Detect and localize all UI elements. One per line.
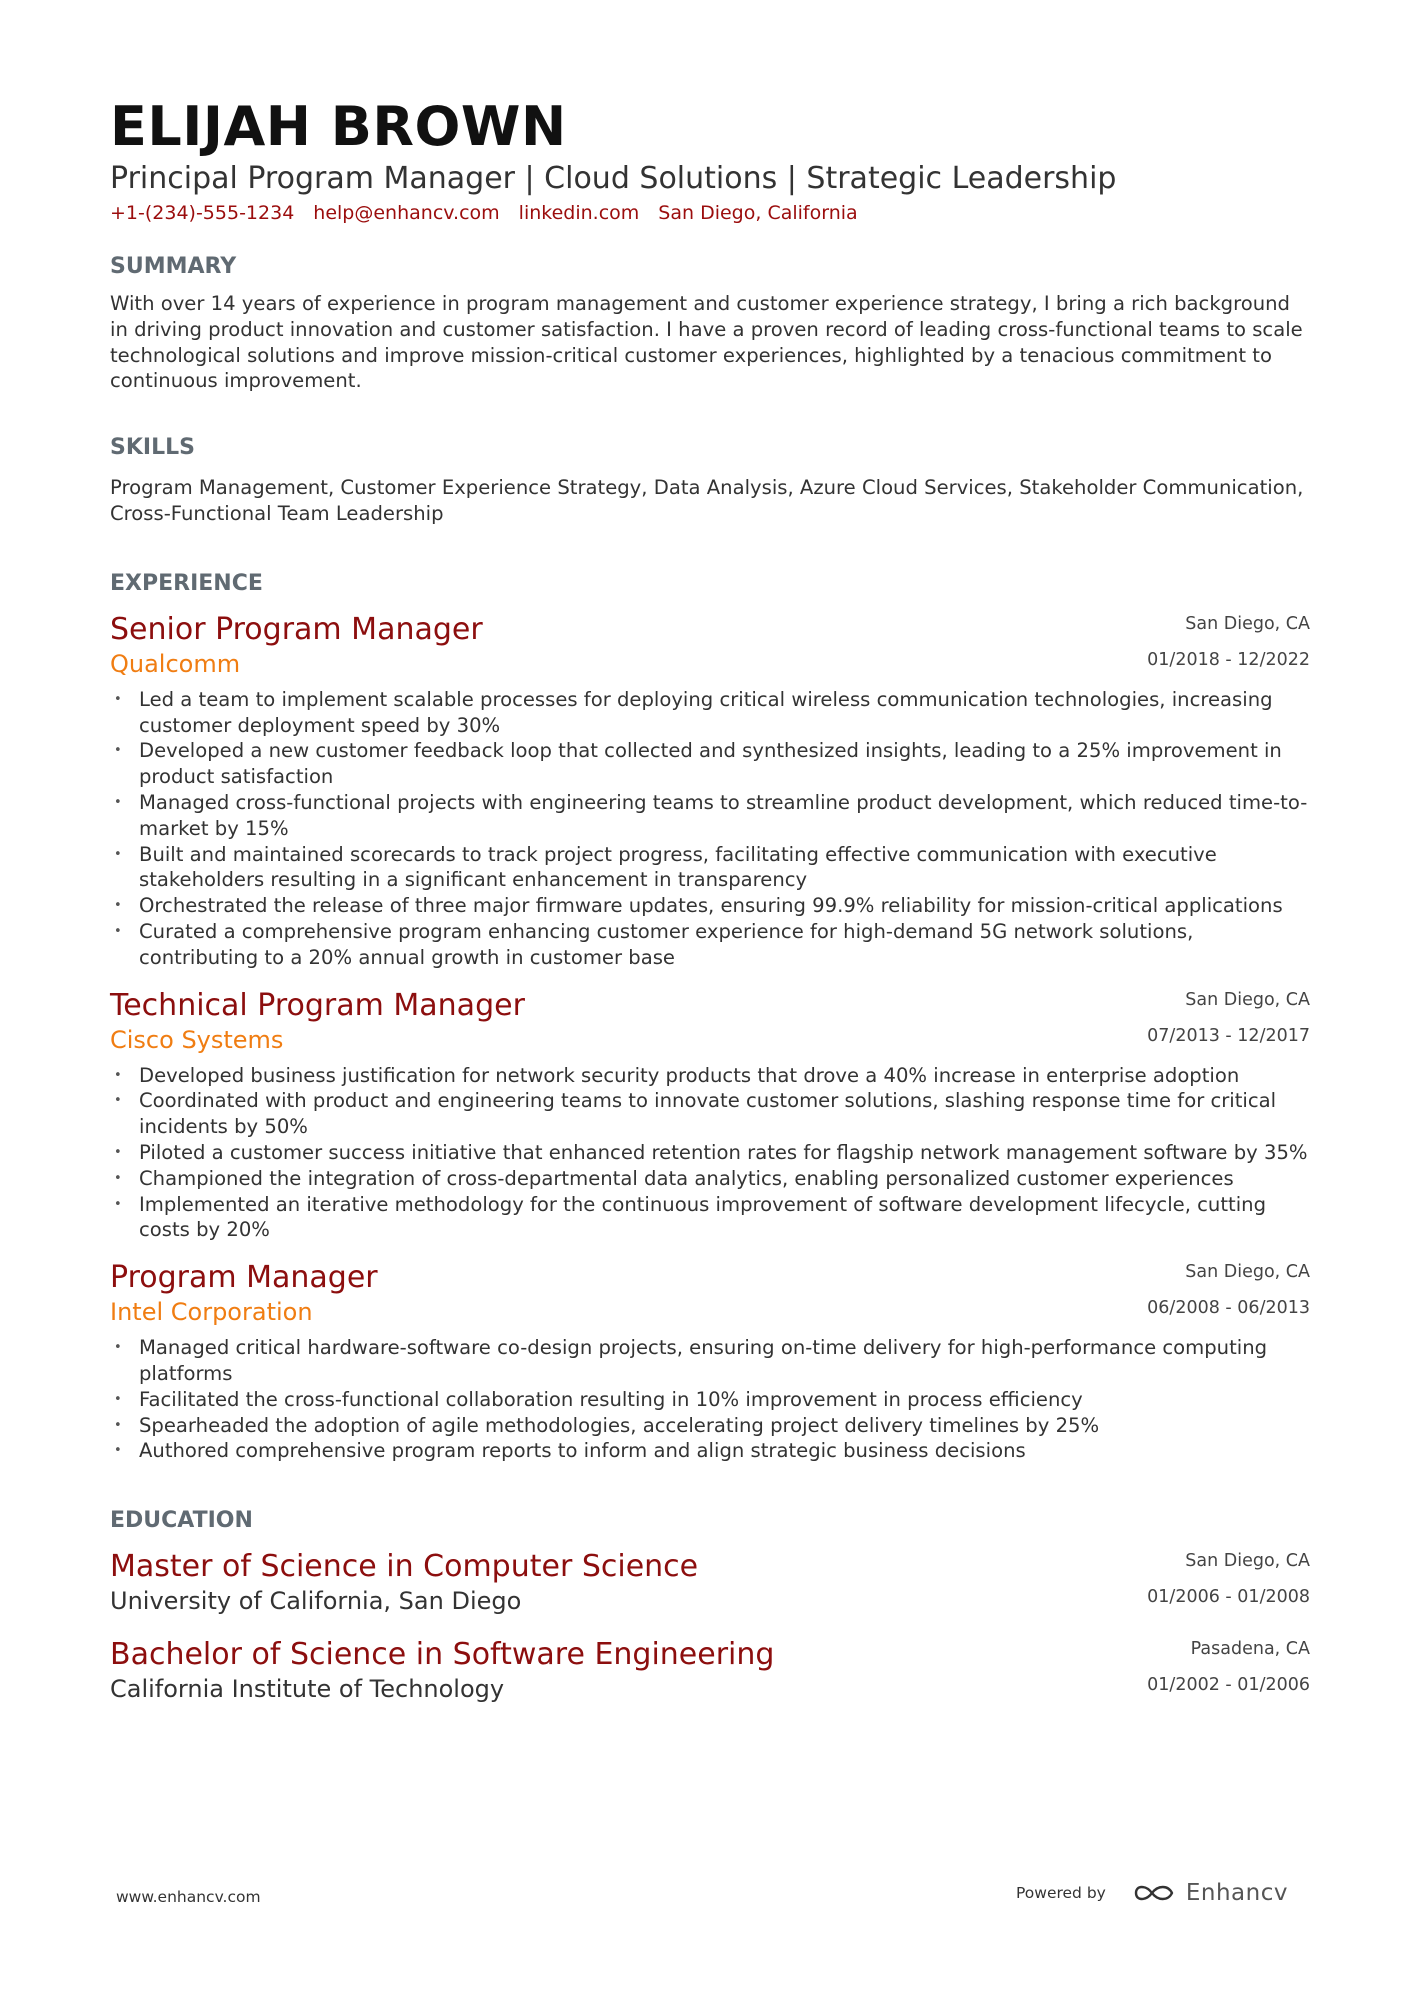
job-location: San Diego, CA — [1185, 613, 1310, 634]
education-location: San Diego, CA — [1185, 1551, 1310, 1572]
candidate-name: ELIJAH BROWN — [110, 95, 567, 158]
job-entry — [110, 1259, 1310, 1464]
bullet-item: • Managed cross-functional projects with engineering teams to streamline product development, which reduced time-to-market by 15% — [110, 790, 1310, 842]
job-company: Cisco Systems — [110, 1025, 284, 1054]
education-entry — [110, 1548, 1310, 1616]
bullet-item: • Managed critical hardware-software co-design projects, ensuring on-time delivery for high-performance computing platforms — [110, 1335, 1310, 1387]
contact-email[interactable]: help@enhancv.com — [313, 202, 500, 224]
enhancv-logo[interactable] — [1132, 1880, 1288, 1906]
contact-location: San Diego, California — [658, 202, 858, 224]
powered-by-label: Powered by — [1016, 1884, 1106, 1902]
education-dates: 01/2002 - 01/2006 — [1147, 1675, 1310, 1696]
bullet-item: • Piloted a customer success initiative that enhanced retention rates for flagship network management software by 35% — [110, 1140, 1310, 1166]
skills-heading: SKILLS — [110, 435, 195, 461]
contact-line — [110, 200, 1310, 226]
education-heading: EDUCATION — [110, 1508, 253, 1534]
education-dates: 01/2006 - 01/2008 — [1147, 1587, 1310, 1608]
summary-heading: SUMMARY — [110, 254, 237, 279]
bullet-item: • Coordinated with product and engineering teams to innovate customer solutions, slashing response time for critical incidents by 50% — [110, 1088, 1310, 1140]
job-meta — [1147, 987, 1310, 1049]
job-entry — [110, 987, 1310, 1244]
job-meta — [1147, 1259, 1310, 1321]
education-location: Pasadena, CA — [1190, 1639, 1310, 1660]
bullet-item: • Facilitated the cross-functional collaboration resulting in 10% improvement in process efficiency — [110, 1387, 1310, 1413]
summary-text: With over 14 years of experience in program management and customer experience strategy, I bring a rich background in driving product innovation and customer satisfaction. I have a proven record of leading cross-functional teams to scale technological solutions and improve mission-critical customer experiences, highlighted by a tenacious commitment to continuous improvement. — [110, 292, 1303, 393]
job-dates: 01/2018 - 12/2022 — [1147, 649, 1310, 670]
bullet-item: • Implemented an iterative methodology for the continuous improvement of software development lifecycle, cutting costs by 20% — [110, 1192, 1310, 1244]
skills-text: Program Management, Customer Experience Strategy, Data Analysis, Azure Cloud Services, Stakeholder Communication, Cross-Functional Team Leadership — [110, 476, 1304, 525]
degree-title: Bachelor of Science in Software Engineering — [110, 1637, 775, 1673]
job-company: Qualcomm — [110, 649, 241, 678]
school-name: University of California, San Diego — [110, 1587, 522, 1616]
job-title: Technical Program Manager — [110, 987, 525, 1023]
bullet-item: • Orchestrated the release of three major firmware updates, ensuring 99.9% reliability for mission-critical applications — [110, 893, 1310, 919]
footer-branding — [1016, 1880, 1288, 1906]
bullet-item: • Authored comprehensive program reports to inform and align strategic business decisions — [110, 1438, 1310, 1464]
job-title: Program Manager — [110, 1260, 378, 1296]
job-meta — [1147, 611, 1310, 673]
contact-phone[interactable]: +1-(234)-555-1234 — [110, 202, 295, 224]
footer-website[interactable]: www.enhancv.com — [116, 1888, 261, 1906]
bullet-item: • Spearheaded the adoption of agile methodologies, accelerating project delivery timelines by 25% — [110, 1413, 1310, 1439]
job-dates: 06/2008 - 06/2013 — [1147, 1298, 1310, 1319]
degree-title: Master of Science in Computer Science — [110, 1549, 699, 1585]
experience-heading: EXPERIENCE — [110, 570, 263, 596]
job-location: San Diego, CA — [1185, 989, 1310, 1010]
job-entry — [110, 611, 1310, 971]
job-company: Intel Corporation — [110, 1298, 313, 1327]
bullet-item: • Developed business justification for network security products that drove a 40% increase in enterprise adoption — [110, 1063, 1310, 1089]
resume-content — [110, 94, 1310, 1704]
job-bullets — [110, 687, 1310, 971]
bullet-item: • Curated a comprehensive program enhancing customer experience for high-demand 5G network solutions, contributing to a 20% annual growth in customer base — [110, 919, 1310, 971]
education-meta — [1147, 1548, 1310, 1610]
job-title: Senior Program Manager — [110, 611, 483, 647]
bullet-item: • Championed the integration of cross-departmental data analytics, enabling personalized customer experiences — [110, 1166, 1310, 1192]
school-name: California Institute of Technology — [110, 1675, 505, 1704]
job-bullets — [110, 1335, 1310, 1464]
job-dates: 07/2013 - 12/2017 — [1147, 1025, 1310, 1046]
education-meta — [1147, 1636, 1310, 1698]
bullet-item: • Developed a new customer feedback loop that collected and synthesized insights, leading to a 25% improvement in product satisfaction — [110, 738, 1310, 790]
brand-name: Enhancv — [1185, 1880, 1288, 1906]
candidate-headline: Principal Program Manager | Cloud Solutions | Strategic Leadership — [110, 161, 1117, 196]
job-location: San Diego, CA — [1185, 1262, 1310, 1283]
contact-linkedin[interactable]: linkedin.com — [518, 202, 640, 224]
job-bullets — [110, 1063, 1310, 1244]
bullet-item: • Led a team to implement scalable processes for deploying critical wireless communication technologies, increasing customer deployment speed by 30% — [110, 687, 1310, 739]
enhancv-logo-icon — [1132, 1881, 1176, 1905]
education-entry — [110, 1636, 1310, 1704]
bullet-item: • Built and maintained scorecards to track project progress, facilitating effective communication with executive stakeholders resulting in a significant enhancement in transparency — [110, 842, 1310, 894]
